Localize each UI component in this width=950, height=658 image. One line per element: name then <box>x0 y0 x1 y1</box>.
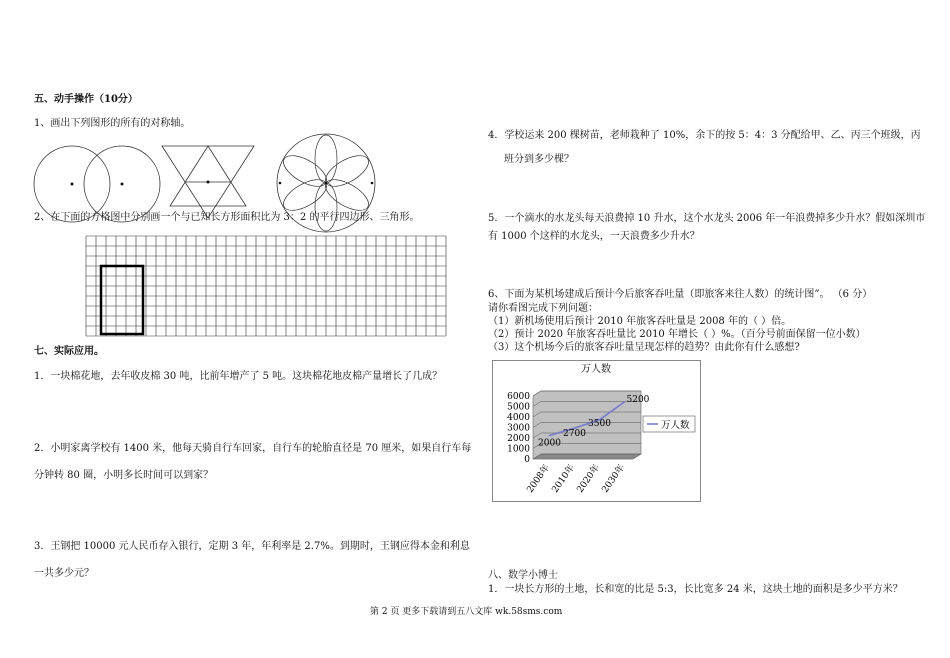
y-tick-label: 3000 <box>507 423 530 434</box>
question-1: 1、画出下列图形的所有的对称轴。 <box>34 118 191 129</box>
y-tick-label: 1000 <box>507 444 530 455</box>
page-footer: 第 2 页 更多下载请到五八文库 wk.58sms.com <box>370 607 563 617</box>
question-5-line1: 5．一个滴水的水龙头每天浪费掉 10 升水，这个水龙头 2006 年一年浪费掉多少升水？假如深圳市 <box>488 213 926 224</box>
data-label: 2700 <box>563 429 586 440</box>
x-tick-label: 2030年 <box>600 462 627 495</box>
passenger-chart <box>492 360 701 502</box>
y-tick-label: 6000 <box>507 392 530 402</box>
question-6-sub3: （3）这个机场今后的旅客吞吐量呈现怎样的趋势？由此你有什么感想? <box>488 342 800 353</box>
data-label: 5200 <box>626 394 650 405</box>
data-label: 2000 <box>538 438 561 449</box>
section-8-title: 八、数学小博士 <box>488 570 558 581</box>
question-6-title: 6、下面为某机场建成后预计今后旅客吞吐量（即旅客来往人数）的统计图”。 （6 分） <box>488 289 873 300</box>
section-7-title: 七、实际应用。 <box>34 346 104 357</box>
application-1: 1．一块棉花地，去年收皮棉 30 吨，比前年增产了 5 吨。这块棉花地皮棉产量增长了几成？ <box>34 371 443 382</box>
question-6-sub1: （1）新机场使用后预计 2010 年旅客吞吐量是 2008 年的（ ）倍。 <box>488 316 792 327</box>
application-2-line2: 分钟转 80 圈，小明多长时间可以到家？ <box>34 470 214 481</box>
square-grid[interactable] <box>86 236 448 338</box>
application-3-line1: 3．王钢把 10000 元人民币存入银行，定期 3 年，年利率是 2.7%。到期时，王钢应得本金和利息 <box>34 541 470 552</box>
plot-floor <box>533 454 641 459</box>
y-tick-label: 5000 <box>507 402 530 413</box>
y-tick-label: 2000 <box>507 434 530 444</box>
legend-label: 万人数 <box>661 420 690 431</box>
application-3-line2: 一共多少元？ <box>34 568 94 579</box>
x-tick-label: 2020年 <box>575 462 602 495</box>
bonus-question-1: 1．一块长方形的土地，长和宽的比是 5:3，长比宽多 24 米，这块土地的面积是多少平方米？ <box>488 584 903 595</box>
data-point <box>549 435 551 437</box>
question-2: 2、在下面的方格图中分别画一个与已知长方形面积比为 3：2 的平行四边形、三角形。 <box>34 212 420 223</box>
question-5-line2: 有 1000 个这样的水龙头，一天浪费多少升水？ <box>488 231 700 242</box>
x-tick-label: 2008年 <box>525 462 552 495</box>
chart-canvas <box>493 361 700 501</box>
question-6-intro: 请你看图完成下列问题： <box>488 303 598 314</box>
data-label: 3500 <box>588 418 611 429</box>
chart-title: 万人数 <box>581 364 611 375</box>
y-tick-label: 4000 <box>507 413 530 423</box>
question-4-line1: 4．学校运来 200 棵树苗，老师栽种了 10%，余下的按 5：4：3 分配给甲、乙、丙三个班级，丙 <box>488 130 921 141</box>
application-2-line1: 2．小明家离学校有 1400 米，他每天骑自行车回家，自行车的轮胎直径是 70 厘米，如果自行车每 <box>34 443 472 454</box>
y-tick-label: 0 <box>524 455 530 465</box>
data-point <box>624 401 626 403</box>
x-tick-label: 2010年 <box>550 462 577 495</box>
section-5-title: 五、动手操作（10分） <box>34 94 138 105</box>
question-4-line2: 班分到多少棵？ <box>504 154 574 165</box>
question-6-sub2: （2）预计 2020 年旅客吞吐量比 2010 年增长（ ）%。（百分号前面保留一位小数） <box>488 329 866 340</box>
